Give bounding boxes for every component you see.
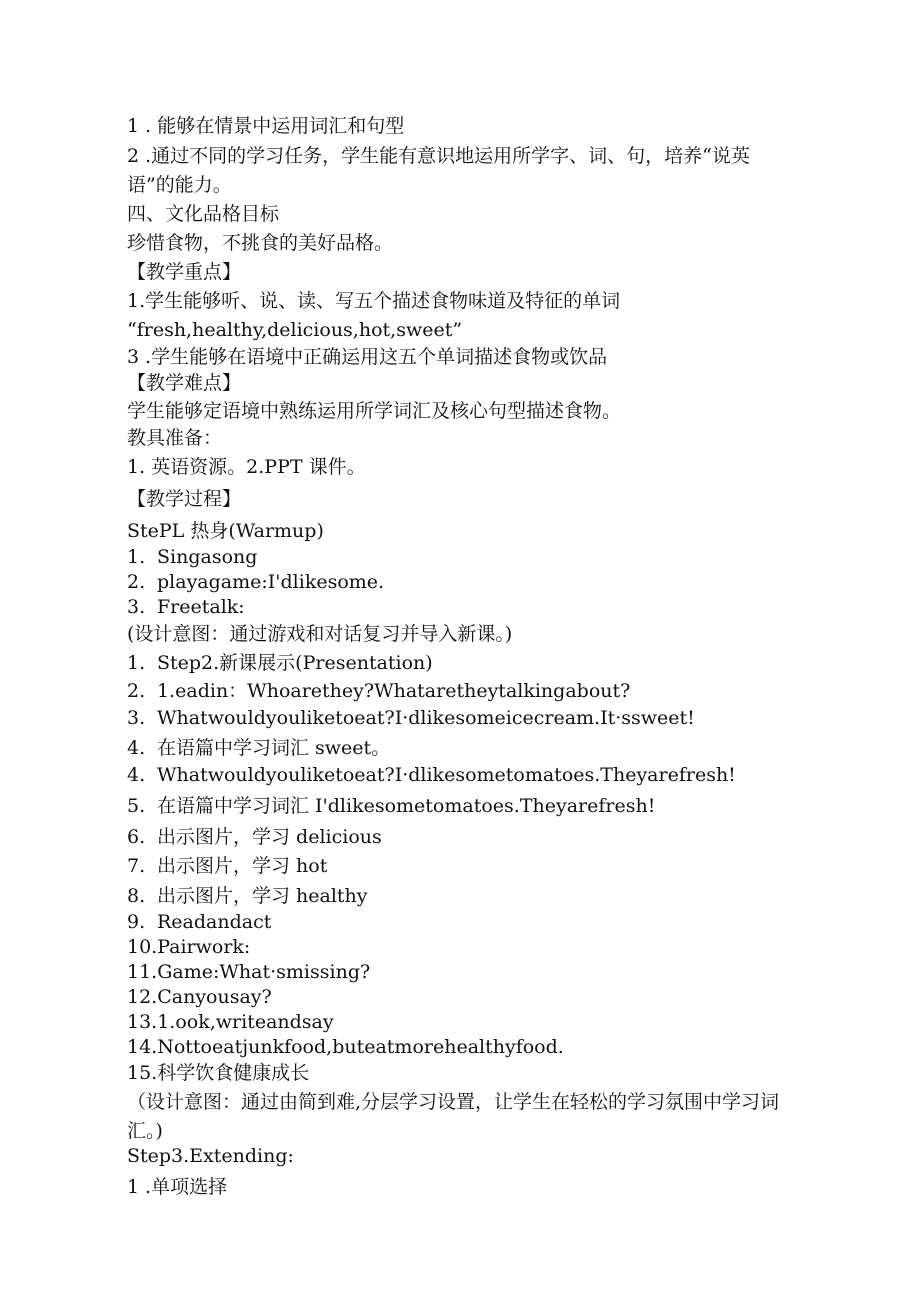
list-number: 7.: [127, 855, 146, 877]
list-text: Canyousay?: [157, 986, 272, 1008]
step3-item-1: 1 .单项选择: [127, 1176, 228, 1198]
section-heading-materials: 教具准备：: [127, 427, 223, 449]
list-number: 13.: [127, 1011, 158, 1033]
key-point-words: “fresh,healthy,delicious,hot,sweet”: [127, 319, 463, 341]
objective-item-2: 2 .通过不同的学习任务，学生能有意识地运用所学字、词、句，培养“说英语”的能力。: [127, 145, 750, 196]
list-text: 1.eadin：Whoarethey?Whataretheytalkingabout?: [157, 680, 631, 702]
list-number: 3.: [127, 707, 146, 729]
list-text: 在语篇中学习词汇 I'dlikesometomatoes.Theyarefresh!: [157, 795, 656, 817]
list-text: Singasong: [157, 546, 258, 568]
list-number: 10.: [127, 936, 158, 958]
list-item: [127, 762, 797, 788]
list-number: 5.: [127, 795, 146, 817]
difficulty-text: 学生能够定语境中熟练运用所学词汇及核心句型描述食物。: [127, 400, 622, 422]
list-text: Freetalk:: [157, 596, 245, 618]
list-item: [127, 569, 797, 595]
list-text: Step2.新课展示(Presentation): [157, 652, 433, 674]
list-item: [127, 705, 797, 731]
list-text: Readandact: [157, 911, 272, 933]
list-item: [127, 883, 797, 909]
step3-heading: Step3.Extending:: [127, 1145, 294, 1167]
list-item: [127, 959, 797, 985]
list-number: 4.: [127, 737, 146, 759]
list-item: [127, 1060, 797, 1086]
list-item: [127, 853, 797, 879]
list-item: [127, 984, 797, 1010]
list-item: [127, 1034, 797, 1060]
key-point-1: 1.学生能够听、说、读、写五个描述食物味道及特征的单词: [127, 290, 621, 312]
section-heading-culture: 四、文化品格目标: [127, 203, 280, 225]
list-text: 科学饮食健康成长: [157, 1062, 310, 1084]
list-text: Pairwork:: [157, 936, 251, 958]
list-item: [127, 650, 797, 676]
objective-item-1: 1 . 能够在情景中运用词汇和句型: [127, 115, 405, 137]
list-item: [127, 735, 797, 761]
step1-heading: StePL 热身(Warmup): [127, 520, 324, 542]
list-number: 8.: [127, 885, 146, 907]
list-text: 1.ook,writeandsay: [157, 1011, 334, 1033]
list-item: [127, 824, 797, 850]
design-intent-2: （设计意图：通过由简到难,分层学习设置，让学生在轻松的学习氛围中学习词汇。): [127, 1091, 780, 1142]
key-point-3: 3 .学生能够在语境中正确运用这五个单词描述食物或饮品: [127, 346, 608, 368]
list-number: 1.: [127, 546, 146, 568]
list-text: playagame:I'dlikesome.: [157, 571, 385, 593]
list-item: [127, 678, 797, 704]
materials-text: 1. 英语资源。2.PPT 课件。: [127, 456, 366, 478]
list-text: Game:What·smissing?: [157, 961, 371, 983]
list-number: 15.: [127, 1062, 158, 1084]
list-number: 4.: [127, 764, 146, 786]
section-heading-key-points: 【教学重点】: [127, 261, 242, 283]
list-text: Whatwouldyouliketoeat?I·dlikesomeicecream.It·ssweet!: [157, 707, 695, 729]
culture-objective: 珍惜食物，不挑食的美好品格。: [127, 232, 394, 254]
list-text: 出示图片，学习 delicious: [157, 826, 382, 848]
list-text: Nottoeatjunkfood,buteatmorehealthyfood.: [157, 1036, 564, 1058]
list-number: 3.: [127, 596, 146, 618]
list-item: [127, 909, 797, 935]
list-item: [127, 544, 797, 570]
list-number: 9.: [127, 911, 146, 933]
list-number: 6.: [127, 826, 146, 848]
list-item: [127, 594, 797, 620]
list-number: 14.: [127, 1036, 158, 1058]
list-number: 12.: [127, 986, 158, 1008]
list-item: [127, 793, 797, 819]
list-text: 在语篇中学习词汇 sweet。: [157, 737, 391, 759]
design-intent-1: (设计意图：通过游戏和对话复习并导入新课。): [127, 623, 513, 645]
list-text: 出示图片，学习 healthy: [157, 885, 368, 907]
list-number: 1.: [127, 652, 146, 674]
list-number: 2.: [127, 571, 146, 593]
list-number: 2.: [127, 680, 146, 702]
list-text: Whatwouldyouliketoeat?I·dlikesometomatoes.Theyarefresh!: [157, 764, 736, 786]
list-number: 11.: [127, 961, 158, 983]
section-heading-process: 【教学过程】: [127, 488, 242, 510]
list-text: 出示图片，学习 hot: [157, 855, 328, 877]
list-item: [127, 934, 797, 960]
section-heading-difficulties: 【教学难点】: [127, 372, 242, 394]
list-item: [127, 1009, 797, 1035]
